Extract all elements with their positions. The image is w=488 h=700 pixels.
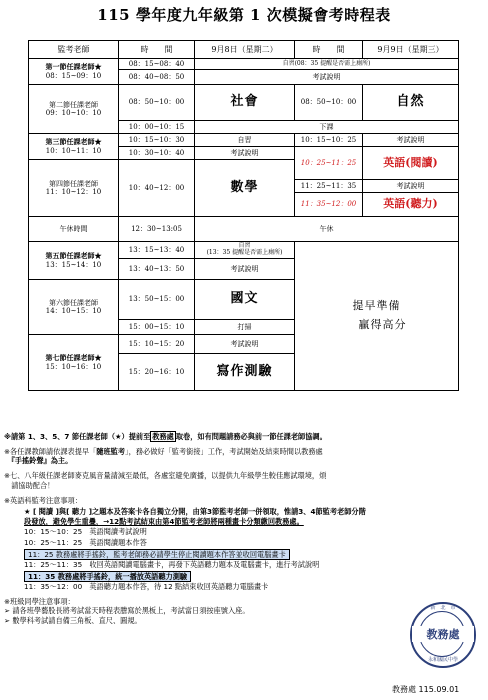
english-item: 11：25～11：35 收回英語閱讀電腦畫卡，再發下英語聽力題本及電腦畫卡，進行考試說明 — [24, 559, 320, 569]
header-proctor: 監考老師 — [29, 41, 119, 59]
header-time-1: 時 間 — [119, 41, 195, 59]
proctor-lunch: 午休時間 — [29, 217, 119, 242]
event-cell: 考試說明 — [195, 70, 459, 85]
time-cell: 10：15~10：25 — [295, 134, 363, 147]
page-title: 115 學年度九年級第 1 次模擬會考時程表 — [97, 6, 391, 24]
school-seal — [410, 602, 476, 668]
proctor-period-3: 第三節任課老師★ 10：10~11：10 — [29, 134, 119, 160]
english-line-1: ★ [ 閱讀 ]與[ 聽力 ]之題本及答案卡各自獨立分開，由第3節監考老師一併領取，惟請3、4節監考老師分階 — [24, 507, 366, 517]
time-cell: 10：00~10：15 — [119, 121, 195, 134]
seal-top-text: 新 北 市 — [430, 605, 456, 611]
time-cell: 15：00~15：10 — [119, 320, 195, 335]
students-title: ※班級同學注意事項： — [4, 596, 75, 606]
proctor-period-7: 第七節任課老師★ 15：10~16：10 — [29, 335, 119, 391]
event-cell: 打掃 — [195, 320, 295, 335]
time-cell: 10：15~10：30 — [119, 134, 195, 147]
note-3: ※七、八年級任課老師麥克風音量請減至最低，各處室避免廣播，以提供九年級學生較佳應試環境，煩 請協助配合！ — [4, 471, 327, 490]
motto: 提早準備 贏得高分 — [295, 242, 459, 391]
students-bullet-1: ➢ 請各班學藝股長將考試當天時程表謄寫於黑板上，考試當日須按座號入座。 — [4, 606, 250, 616]
proctor-period-5: 第五節任課老師★ 13：15~14：10 — [29, 242, 119, 280]
proctor-period-2: 第二節任課老師 09：10~10：10 — [29, 85, 119, 134]
english-instructions — [4, 507, 484, 592]
time-cell: 15：20~16：10 — [119, 354, 195, 391]
students-bullet-2: ➢ 數學科考試請自備三角板、直尺、圓規。 — [4, 616, 142, 626]
subject-english-listening: 英語(聽力) — [363, 193, 459, 217]
english-title: ※英語科監考注意事項： — [4, 495, 82, 505]
header-row — [29, 41, 459, 59]
time-cell: 10：25~11：25 — [295, 147, 363, 180]
english-item: 10：15～10：25 英語閱讀考試說明 — [24, 526, 147, 536]
note-1: ※請第 1、3、5、7 節任課老師（★）提前至 教務處 取卷，如有問題請務必與前一節任課老師協調。 — [4, 432, 327, 441]
time-cell: 13：15~13：40 — [119, 242, 195, 259]
event-cell: 午休 — [195, 217, 459, 242]
seal-center-text: 教務處 — [412, 626, 474, 642]
header-day-2: 9月9日（星期三） — [363, 41, 459, 59]
event-cell: 自習(08：35 提醒是否需上廁所) — [195, 59, 459, 70]
event-cell: 考試說明 — [195, 147, 295, 160]
time-cell: 08：15~08：40 — [119, 59, 195, 70]
proctor-period-1: 第一節任課老師★ 08：15~09：10 — [29, 59, 119, 85]
time-cell: 11：35~12：00 — [295, 193, 363, 217]
subject-english-reading: 英語(閱讀) — [363, 147, 459, 180]
time-cell: 10：40~12：00 — [119, 160, 195, 217]
english-item: 11：35～12：00 英語聽力題本作答，待 12 點結束收回英語聽力電腦畫卡 — [24, 581, 269, 591]
english-item-highlight: 11：35 教務處將手搖鈴，統一播放英語聽力測驗 — [24, 571, 191, 583]
event-cell: 考試說明 — [195, 259, 295, 280]
time-cell: 13：50~15：00 — [119, 280, 195, 320]
subject-math: 數學 — [195, 160, 295, 217]
time-cell: 08：50~10：00 — [119, 85, 195, 121]
event-cell: 自習 (13：35 提醒是否需上廁所) — [195, 242, 295, 259]
proctor-period-4: 第四節任課老師 11：10~12：10 — [29, 160, 119, 217]
event-cell: 考試說明 — [195, 335, 295, 354]
event-cell: 自習 — [195, 134, 295, 147]
time-cell: 12：30~13:05 — [119, 217, 195, 242]
time-cell: 15：10~15：20 — [119, 335, 195, 354]
english-line-2: 段發放，避免學生重疊，→12點考試結束由第4節監考老師將兩種畫卡分類繳回教務處。 — [24, 517, 304, 527]
proctor-period-6: 第六節任課老師 14：10~15：10 — [29, 280, 119, 335]
header-day-1: 9月8日（星期二） — [195, 41, 295, 59]
schedule-table — [28, 40, 459, 391]
subject-writing: 寫作測驗 — [195, 354, 295, 391]
note-2: ※各任課教師請依課表提早「隨班監考」，務必做好「監考銜接」工作，考試開始及結束時間以教務處 『手搖鈴聲』為主。 — [4, 446, 323, 466]
notes-section — [4, 432, 484, 626]
subject-chinese: 國文 — [195, 280, 295, 320]
footer-issuer: 教務處 115.09.01 — [392, 685, 460, 694]
english-item: 10：25～11：25 英語閱讀題本作答 — [24, 537, 147, 547]
english-item-highlight: 11：25 教務處將手搖鈴，監考老師務必請學生停止閱讀題本作答並收回電腦畫卡 — [24, 549, 290, 561]
time-cell: 11：25~11：35 — [295, 180, 363, 193]
time-cell: 13：40~13：50 — [119, 259, 195, 280]
event-cell: 考試說明 — [363, 180, 459, 193]
subject-science: 自然 — [363, 85, 459, 121]
event-cell: 考試說明 — [363, 134, 459, 147]
time-cell: 08：40~08：50 — [119, 70, 195, 85]
time-cell: 08：50~10：00 — [295, 85, 363, 121]
event-cell: 下課 — [195, 121, 459, 134]
time-cell: 10：30~10：40 — [119, 147, 195, 160]
header-time-2: 時 間 — [295, 41, 363, 59]
subject-social: 社會 — [195, 85, 295, 121]
seal-bottom-text: 永和國民中學 — [427, 657, 458, 663]
